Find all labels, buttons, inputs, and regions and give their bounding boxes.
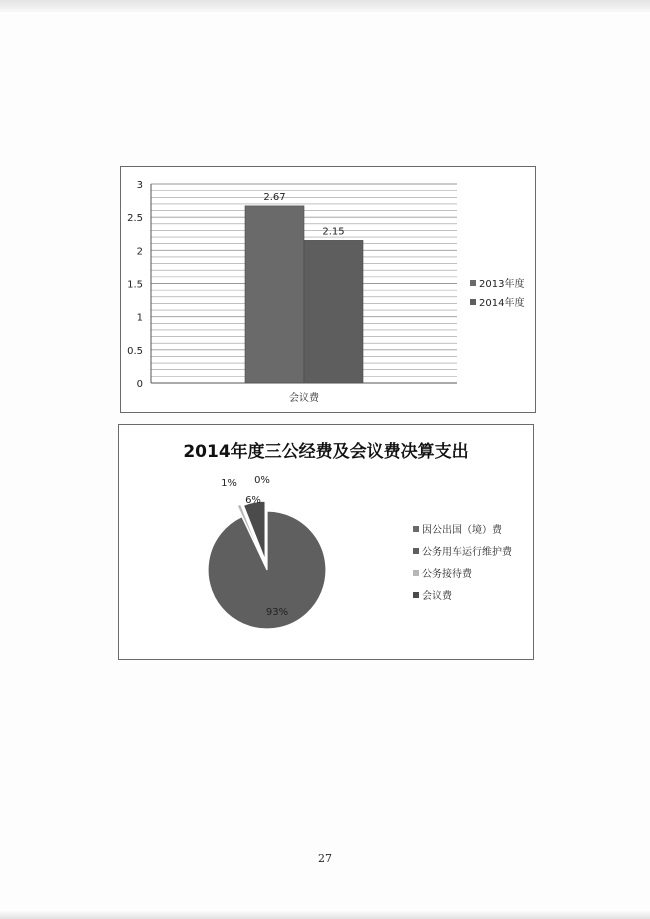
- legend-label: 会议费: [422, 591, 452, 602]
- legend-label: 2014年度: [479, 298, 525, 309]
- y-tick-label: 0.5: [127, 345, 143, 357]
- x-category-label: 会议费: [289, 393, 319, 404]
- legend-label: 因公出国（境）费: [422, 525, 502, 536]
- pie-slice-label: 93%: [265, 607, 289, 618]
- pie-slice-label: 1%: [221, 478, 237, 489]
- legend-label: 公务接待费: [422, 569, 472, 580]
- bar-chart-legend: [470, 277, 524, 309]
- y-tick-label: 1: [136, 312, 143, 324]
- y-tick-label: 0: [136, 379, 143, 390]
- legend-swatch: [413, 548, 419, 554]
- pie-slice-label: 6%: [245, 495, 261, 506]
- bar-data-label: 2.15: [322, 226, 345, 238]
- bar-2013: [245, 206, 304, 383]
- legend-swatch: [413, 592, 419, 598]
- y-tick-label: 2.5: [127, 213, 143, 225]
- bar-chart-x-axis: [289, 391, 320, 404]
- bar-chart: [121, 167, 535, 412]
- scan-edge-bottom: [0, 911, 650, 919]
- pie-chart-title: 2014年度三公经费及会议费决算支出: [183, 442, 469, 462]
- legend-swatch: [413, 526, 419, 532]
- bar-2014: [304, 240, 363, 383]
- pie-slice-label: 0%: [254, 475, 270, 486]
- pie-chart-legend: [413, 523, 513, 602]
- legend-label: 2013年度: [479, 279, 525, 290]
- bar-chart-y-ticks: [127, 180, 143, 390]
- y-tick-label: 2: [136, 246, 143, 258]
- y-tick-label: 3: [136, 180, 143, 191]
- bar-chart-frame: [120, 166, 536, 413]
- page-number: 27: [318, 852, 332, 865]
- scan-edge-top: [0, 0, 650, 12]
- bar-chart-bars: [245, 206, 363, 383]
- legend-swatch: [470, 299, 476, 305]
- legend-label: 公务用车运行维护费: [422, 547, 512, 558]
- bar-data-label: 2.67: [263, 191, 286, 203]
- legend-swatch: [470, 280, 476, 286]
- pie-chart-frame: [118, 424, 534, 660]
- pie-chart: [119, 425, 533, 659]
- y-tick-label: 1.5: [127, 279, 143, 291]
- legend-swatch: [413, 570, 419, 576]
